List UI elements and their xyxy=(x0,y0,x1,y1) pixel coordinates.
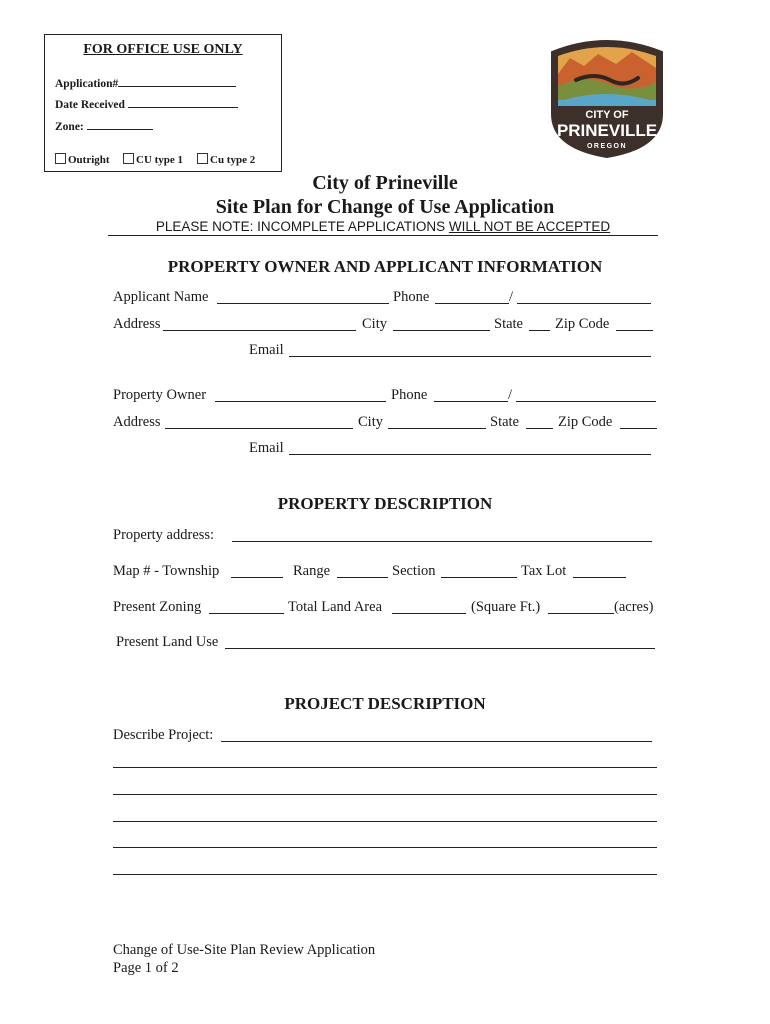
logo-text-oregon: OREGON xyxy=(586,143,628,150)
describe-project-label: Describe Project: xyxy=(113,727,214,743)
applicant-email-label: Email xyxy=(249,342,284,358)
owner-zip-field[interactable] xyxy=(620,428,657,429)
applicant-state-label: State xyxy=(494,316,523,332)
project-description-line[interactable] xyxy=(113,794,657,795)
application-number-field[interactable]: Application# xyxy=(55,76,236,90)
project-description-line[interactable] xyxy=(113,821,657,822)
applicant-email-field[interactable] xyxy=(289,356,651,357)
land-area-sqft-field[interactable] xyxy=(392,613,466,614)
owner-state-label: State xyxy=(490,414,519,430)
section-field[interactable] xyxy=(441,577,517,578)
range-field[interactable] xyxy=(337,577,388,578)
project-description-line[interactable] xyxy=(113,847,657,848)
checkbox-icon xyxy=(123,153,134,164)
applicant-address-label: Address xyxy=(113,316,161,332)
logo-text-city-of: CITY OF xyxy=(585,109,629,121)
office-use-box xyxy=(44,34,282,172)
owner-email-field[interactable] xyxy=(289,454,651,455)
land-area-acres-field[interactable] xyxy=(548,613,614,614)
applicant-phone-area-field[interactable] xyxy=(435,303,509,304)
present-land-use-label: Present Land Use xyxy=(116,634,219,650)
applicant-zip-field[interactable] xyxy=(616,330,653,331)
owner-zip-label: Zip Code xyxy=(558,414,613,430)
checkbox-icon xyxy=(197,153,208,164)
zone-field[interactable]: Zone: xyxy=(55,119,153,133)
present-zoning-label: Present Zoning xyxy=(113,599,202,615)
acres-label: (acres) xyxy=(614,599,654,615)
incomplete-note: PLEASE NOTE: INCOMPLETE APPLICATIONS WILL NOT BE ACCEPTED xyxy=(108,219,658,236)
map-township-label: Map # - Township xyxy=(113,563,220,579)
project-description-line[interactable] xyxy=(113,767,657,768)
property-owner-field[interactable] xyxy=(215,401,386,402)
logo-text-prineville: PRINEVILLE xyxy=(556,121,658,140)
describe-project-field[interactable] xyxy=(221,741,652,742)
checkbox-icon xyxy=(55,153,66,164)
property-address-field[interactable] xyxy=(232,541,652,542)
tax-lot-label: Tax Lot xyxy=(521,563,567,579)
owner-address-label: Address xyxy=(113,414,161,430)
applicant-phone-label: Phone xyxy=(393,289,430,305)
city-logo xyxy=(544,36,670,158)
cu-type-2-checkbox[interactable]: Cu type 2 xyxy=(197,153,255,166)
applicant-city-field[interactable] xyxy=(393,330,490,331)
outright-checkbox[interactable]: Outright xyxy=(55,153,110,166)
footer-form-name: Change of Use-Site Plan Review Application xyxy=(113,942,376,958)
phone-separator: / xyxy=(508,387,513,403)
owner-email-label: Email xyxy=(249,440,284,456)
owner-address-field[interactable] xyxy=(165,428,353,429)
owner-phone-area-field[interactable] xyxy=(434,401,508,402)
square-ft-label: (Square Ft.) xyxy=(471,599,541,615)
project-section-heading: PROJECT DESCRIPTION xyxy=(284,694,486,713)
section-label: Section xyxy=(392,563,436,579)
page-subtitle: Site Plan for Change of Use Application xyxy=(215,196,555,218)
map-township-field[interactable] xyxy=(231,577,283,578)
present-zoning-field[interactable] xyxy=(209,613,284,614)
footer-page-number: Page 1 of 2 xyxy=(113,960,179,976)
owner-phone-number-field[interactable] xyxy=(516,401,656,402)
property-owner-label: Property Owner xyxy=(113,387,207,403)
applicant-phone-number-field[interactable] xyxy=(517,303,651,304)
applicant-zip-label: Zip Code xyxy=(555,316,610,332)
office-use-title: FOR OFFICE USE ONLY xyxy=(83,42,243,57)
project-description-line[interactable] xyxy=(113,874,657,875)
phone-separator: / xyxy=(509,289,514,305)
range-label: Range xyxy=(293,563,331,579)
owner-city-label: City xyxy=(358,414,383,430)
date-received-field[interactable]: Date Received xyxy=(55,97,238,111)
applicant-state-field[interactable] xyxy=(529,330,550,331)
page-title: City of Prineville xyxy=(312,172,458,194)
applicant-city-label: City xyxy=(362,316,387,332)
applicant-name-field[interactable] xyxy=(217,303,389,304)
owner-state-field[interactable] xyxy=(526,428,553,429)
cu-type-1-checkbox[interactable]: CU type 1 xyxy=(123,153,183,166)
applicant-address-field[interactable] xyxy=(163,330,356,331)
owner-section-heading: PROPERTY OWNER AND APPLICANT INFORMATION xyxy=(167,257,603,276)
tax-lot-field[interactable] xyxy=(573,577,626,578)
property-address-label: Property address: xyxy=(113,527,215,543)
owner-phone-label: Phone xyxy=(391,387,428,403)
total-land-area-label: Total Land Area xyxy=(288,599,383,615)
present-land-use-field[interactable] xyxy=(225,648,655,649)
owner-city-field[interactable] xyxy=(388,428,486,429)
applicant-name-label: Applicant Name xyxy=(113,289,209,305)
property-section-heading: PROPERTY DESCRIPTION xyxy=(277,494,493,513)
